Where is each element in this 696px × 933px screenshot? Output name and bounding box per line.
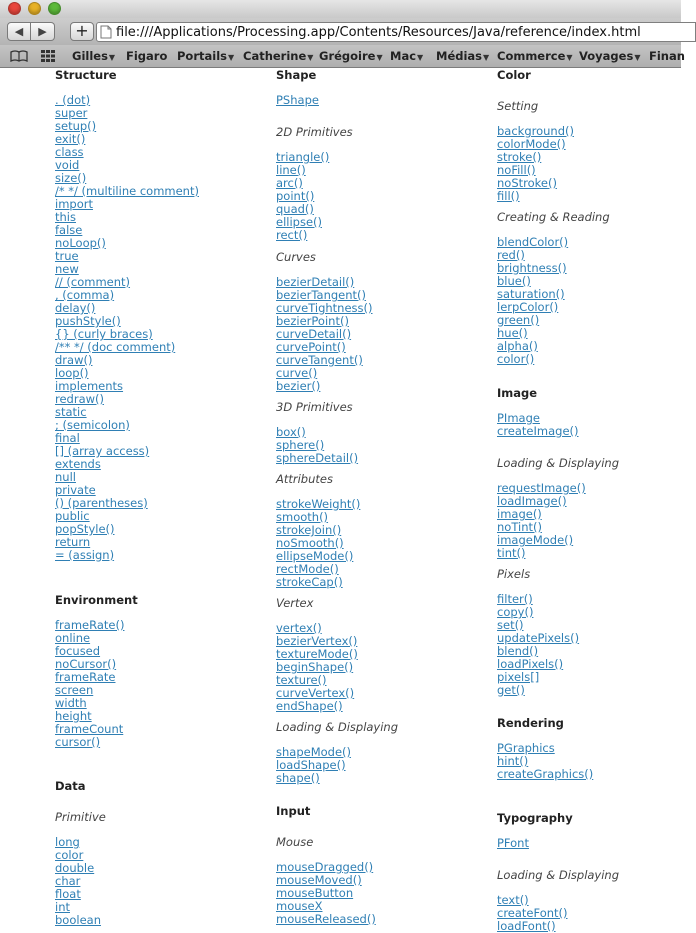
dropdown-arrow-icon: ▼ bbox=[566, 53, 573, 62]
reference-link-creategraphics[interactable]: createGraphics() bbox=[497, 767, 594, 781]
reference-link-brightness[interactable]: brightness() bbox=[497, 261, 567, 275]
reference-link-implements[interactable]: implements bbox=[55, 379, 124, 393]
reference-link-mousex[interactable]: mouseX bbox=[276, 899, 323, 913]
reference-link-lerpcolor[interactable]: lerpColor() bbox=[497, 300, 559, 314]
section-heading: Input bbox=[276, 804, 311, 818]
reference-section bbox=[497, 812, 573, 850]
reference-link-vertex[interactable]: vertex() bbox=[276, 621, 322, 635]
section-subheading: Mouse bbox=[276, 835, 314, 849]
reference-link-float[interactable]: float bbox=[55, 887, 81, 901]
reference-link-online[interactable]: online bbox=[55, 631, 91, 645]
reference-link-color[interactable]: color bbox=[55, 848, 84, 862]
reference-link-sphere[interactable]: sphere() bbox=[276, 438, 325, 452]
reference-link-void[interactable]: void bbox=[55, 158, 80, 172]
reference-link-final[interactable]: final bbox=[55, 431, 80, 445]
section-subheading: Vertex bbox=[276, 596, 314, 610]
browser-chrome bbox=[0, 0, 685, 67]
section-subheading: Creating & Reading bbox=[497, 210, 610, 224]
reference-link-saturation[interactable]: saturation() bbox=[497, 287, 565, 301]
bookmarks-bar bbox=[0, 45, 685, 68]
reference-section bbox=[55, 780, 86, 793]
reference-link-assign[interactable]: = (assign) bbox=[55, 548, 115, 562]
bookmark-folder[interactable]: Portails▼ bbox=[177, 49, 235, 63]
reference-link-color[interactable]: color() bbox=[497, 352, 535, 366]
reference-link-redraw[interactable]: redraw() bbox=[55, 392, 105, 406]
reference-link-set[interactable]: set() bbox=[497, 618, 524, 632]
toolbar bbox=[0, 18, 681, 45]
reference-link-static[interactable]: static bbox=[55, 405, 87, 419]
reference-link-semicolon[interactable]: ; (semicolon) bbox=[55, 418, 130, 432]
reference-link-nostroke[interactable]: noStroke() bbox=[497, 176, 557, 190]
reference-link-draw[interactable]: draw() bbox=[55, 353, 93, 367]
reference-link-private[interactable]: private bbox=[55, 483, 96, 497]
reference-link-loop[interactable]: loop() bbox=[55, 366, 89, 380]
reference-link-size[interactable]: size() bbox=[55, 171, 87, 185]
reference-link-curve[interactable]: curve() bbox=[276, 366, 318, 380]
reference-link-curly-braces[interactable]: {} (curly braces) bbox=[55, 327, 153, 341]
section-heading: Color bbox=[497, 68, 531, 82]
reference-link-point[interactable]: point() bbox=[276, 189, 315, 203]
reference-link-noloop[interactable]: noLoop() bbox=[55, 236, 106, 250]
reference-link-boolean[interactable]: boolean bbox=[55, 913, 101, 927]
reference-link-colormode[interactable]: colorMode() bbox=[497, 137, 566, 151]
reference-link-stroke[interactable]: stroke() bbox=[497, 150, 542, 164]
reference-link-pimage[interactable]: PImage bbox=[497, 411, 540, 425]
reference-link-nocursor[interactable]: noCursor() bbox=[55, 657, 117, 671]
reference-link-cursor[interactable]: cursor() bbox=[55, 735, 101, 749]
reference-section bbox=[55, 69, 199, 562]
title-bar bbox=[0, 0, 681, 18]
reference-link-createimage[interactable]: createImage() bbox=[497, 424, 579, 438]
minimize-window-icon[interactable] bbox=[28, 2, 41, 15]
reference-link-image[interactable]: image() bbox=[497, 507, 542, 521]
reference-section bbox=[497, 69, 531, 82]
add-bookmark-button[interactable]: + bbox=[70, 22, 94, 41]
reference-link-shape[interactable]: shape() bbox=[276, 771, 320, 785]
reading-list-icon[interactable] bbox=[10, 50, 28, 62]
section-heading: Shape bbox=[276, 68, 317, 82]
reference-link-curvedetail[interactable]: curveDetail() bbox=[276, 327, 352, 341]
reference-section bbox=[276, 473, 360, 589]
bookmark-folder[interactable]: Grégoire▼ bbox=[319, 49, 383, 63]
reference-link-hint[interactable]: hint() bbox=[497, 754, 529, 768]
reference-link-loadshape[interactable]: loadShape() bbox=[276, 758, 346, 772]
reference-link-pixels[interactable]: pixels[] bbox=[497, 670, 540, 684]
reference-link-array-access[interactable]: [] (array access) bbox=[55, 444, 150, 458]
page-icon bbox=[100, 25, 112, 39]
reference-link-loadpixels[interactable]: loadPixels() bbox=[497, 657, 564, 671]
reference-link-public[interactable]: public bbox=[55, 509, 90, 523]
address-bar[interactable] bbox=[96, 22, 696, 42]
back-button[interactable]: ◀ bbox=[7, 22, 31, 41]
dropdown-arrow-icon: ▼ bbox=[417, 53, 424, 62]
reference-link-beziervertex[interactable]: bezierVertex() bbox=[276, 634, 358, 648]
reference-link-green[interactable]: green() bbox=[497, 313, 540, 327]
reference-link-super[interactable]: super bbox=[55, 106, 88, 120]
reference-link-delay[interactable]: delay() bbox=[55, 301, 96, 315]
section-heading: Structure bbox=[55, 68, 117, 82]
reference-link-pushstyle[interactable]: pushStyle() bbox=[55, 314, 121, 328]
reference-link-framerate[interactable]: frameRate bbox=[55, 670, 116, 684]
reference-link-text[interactable]: text() bbox=[497, 893, 529, 907]
section-subheading: 2D Primitives bbox=[276, 125, 353, 139]
reference-link-height[interactable]: height bbox=[55, 709, 92, 723]
reference-link-curvepoint[interactable]: curvePoint() bbox=[276, 340, 346, 354]
reference-link-blendcolor[interactable]: blendColor() bbox=[497, 235, 569, 249]
reference-link-width[interactable]: width bbox=[55, 696, 87, 710]
section-subheading: Loading & Displaying bbox=[497, 868, 620, 882]
reference-link-red[interactable]: red() bbox=[497, 248, 525, 262]
reference-link-curvevertex[interactable]: curveVertex() bbox=[276, 686, 355, 700]
reference-link-smooth[interactable]: smooth() bbox=[276, 510, 329, 524]
reference-link-doc-comment[interactable]: /** */ (doc comment) bbox=[55, 340, 176, 354]
section-heading: Typography bbox=[497, 811, 573, 825]
reference-link-ellipsemode[interactable]: ellipseMode() bbox=[276, 549, 354, 563]
reference-link-notint[interactable]: noTint() bbox=[497, 520, 542, 534]
reference-link-filter[interactable]: filter() bbox=[497, 592, 533, 606]
reference-link-spheredetail[interactable]: sphereDetail() bbox=[276, 451, 359, 465]
reference-section bbox=[276, 721, 398, 785]
reference-link-loadimage[interactable]: loadImage() bbox=[497, 494, 567, 508]
section-subheading: Loading & Displaying bbox=[497, 456, 620, 470]
reference-link-arc[interactable]: arc() bbox=[276, 176, 303, 190]
reference-link-shapemode[interactable]: shapeMode() bbox=[276, 745, 352, 759]
reference-link-nosmooth[interactable]: noSmooth() bbox=[276, 536, 344, 550]
reference-link-null[interactable]: null bbox=[55, 470, 76, 484]
reference-link-imagemode[interactable]: imageMode() bbox=[497, 533, 574, 547]
reference-link-rect[interactable]: rect() bbox=[276, 228, 308, 242]
reference-link-setup[interactable]: setup() bbox=[55, 119, 97, 133]
reference-link-return[interactable]: return bbox=[55, 535, 91, 549]
zoom-window-icon[interactable] bbox=[48, 2, 61, 15]
section-heading: Environment bbox=[55, 593, 138, 607]
reference-link-requestimage[interactable]: requestImage() bbox=[497, 481, 586, 495]
reference-section bbox=[55, 594, 138, 749]
reference-link-popstyle[interactable]: popStyle() bbox=[55, 522, 115, 536]
reference-section bbox=[276, 69, 319, 107]
top-sites-grid-icon[interactable] bbox=[41, 50, 55, 62]
reference-section bbox=[276, 597, 358, 713]
section-heading: Data bbox=[55, 779, 86, 793]
bookmark-folder[interactable]: Finan bbox=[649, 49, 685, 63]
bookmark-folder[interactable]: Commerce▼ bbox=[497, 49, 573, 63]
reference-link-strokejoin[interactable]: strokeJoin() bbox=[276, 523, 342, 537]
bookmark-folder[interactable]: Gilles▼ bbox=[72, 49, 116, 63]
reference-section bbox=[276, 251, 373, 393]
dropdown-arrow-icon: ▼ bbox=[376, 53, 383, 62]
reference-link-bezierpoint[interactable]: bezierPoint() bbox=[276, 314, 349, 328]
reference-link-endshape[interactable]: endShape() bbox=[276, 699, 343, 713]
bookmark-folder[interactable]: Catherine▼ bbox=[243, 49, 314, 63]
reference-link-new[interactable]: new bbox=[55, 262, 79, 276]
reference-link-comma[interactable]: , (comma) bbox=[55, 288, 115, 302]
reference-link-curvetangent[interactable]: curveTangent() bbox=[276, 353, 363, 367]
reference-link-focused[interactable]: focused bbox=[55, 644, 101, 658]
reference-link-loadfont[interactable]: loadFont() bbox=[497, 919, 556, 933]
reference-link-triangle[interactable]: triangle() bbox=[276, 150, 330, 164]
reference-link-mousebutton[interactable]: mouseButton bbox=[276, 886, 354, 900]
reference-link-copy[interactable]: copy() bbox=[497, 605, 534, 619]
reference-link-box[interactable]: box() bbox=[276, 425, 306, 439]
reference-link-nofill[interactable]: noFill() bbox=[497, 163, 536, 177]
reference-link-multiline-comment[interactable]: /* */ (multiline comment) bbox=[55, 184, 199, 198]
reference-link-double[interactable]: double bbox=[55, 861, 95, 875]
reference-section bbox=[276, 126, 353, 242]
forward-button[interactable]: ▶ bbox=[31, 22, 55, 41]
reference-link-mousereleased[interactable]: mouseReleased() bbox=[276, 912, 376, 926]
reference-link-strokecap[interactable]: strokeCap() bbox=[276, 575, 343, 589]
reference-link-extends[interactable]: extends bbox=[55, 457, 101, 471]
reference-link-this[interactable]: this bbox=[55, 210, 76, 224]
reference-link-pfont[interactable]: PFont bbox=[497, 836, 529, 850]
dropdown-arrow-icon: ▼ bbox=[108, 53, 116, 62]
reference-section bbox=[497, 457, 619, 560]
reference-link-pshape[interactable]: PShape bbox=[276, 93, 319, 107]
reference-index bbox=[0, 67, 681, 933]
reference-section bbox=[55, 811, 106, 927]
bookmark-folder[interactable]: Mac▼ bbox=[390, 49, 424, 63]
section-subheading: Primitive bbox=[55, 810, 106, 824]
reference-link-blend[interactable]: blend() bbox=[497, 644, 539, 658]
reference-section bbox=[497, 211, 610, 366]
reference-link-background[interactable]: background() bbox=[497, 124, 574, 138]
reference-link-exit[interactable]: exit() bbox=[55, 132, 86, 146]
reference-section bbox=[497, 568, 579, 697]
reference-link-ellipse[interactable]: ellipse() bbox=[276, 215, 322, 229]
reference-link-bezier[interactable]: bezier() bbox=[276, 379, 321, 393]
reference-link-bezierdetail[interactable]: bezierDetail() bbox=[276, 275, 355, 289]
section-subheading: Curves bbox=[276, 250, 316, 264]
reference-section bbox=[276, 836, 376, 926]
reference-link-texturemode[interactable]: textureMode() bbox=[276, 647, 358, 661]
reference-link-line[interactable]: line() bbox=[276, 163, 306, 177]
reference-link-get[interactable]: get() bbox=[497, 683, 525, 697]
bookmark-link[interactable]: Figaro bbox=[126, 49, 168, 63]
reference-link-mousemoved[interactable]: mouseMoved() bbox=[276, 873, 362, 887]
bookmark-folder[interactable]: Voyages▼ bbox=[579, 49, 641, 63]
dropdown-arrow-icon: ▼ bbox=[228, 53, 235, 62]
close-window-icon[interactable] bbox=[8, 2, 21, 15]
dropdown-arrow-icon: ▼ bbox=[483, 53, 490, 62]
reference-link-char[interactable]: char bbox=[55, 874, 81, 888]
reference-link-rectmode[interactable]: rectMode() bbox=[276, 562, 339, 576]
reference-link-comment[interactable]: // (comment) bbox=[55, 275, 131, 289]
section-subheading: 3D Primitives bbox=[276, 400, 353, 414]
reference-link-framerate[interactable]: frameRate() bbox=[55, 618, 125, 632]
reference-link-framecount[interactable]: frameCount bbox=[55, 722, 124, 736]
reference-link-import[interactable]: import bbox=[55, 197, 93, 211]
reference-link-curvetightness[interactable]: curveTightness() bbox=[276, 301, 373, 315]
reference-link-createfont[interactable]: createFont() bbox=[497, 906, 568, 920]
reference-link-class[interactable]: class bbox=[55, 145, 84, 159]
section-subheading: Pixels bbox=[497, 567, 531, 581]
url-text[interactable]: file:///Applications/Processing.app/Contents/Resources/Java/reference/index.html bbox=[116, 25, 641, 40]
reference-link-pgraphics[interactable]: PGraphics bbox=[497, 741, 555, 755]
reference-link-screen[interactable]: screen bbox=[55, 683, 94, 697]
reference-link-beginshape[interactable]: beginShape() bbox=[276, 660, 354, 674]
reference-link-strokeweight[interactable]: strokeWeight() bbox=[276, 497, 361, 511]
reference-section bbox=[276, 401, 358, 465]
reference-link-updatepixels[interactable]: updatePixels() bbox=[497, 631, 580, 645]
reference-link-true[interactable]: true bbox=[55, 249, 79, 263]
reference-link-dot[interactable]: . (dot) bbox=[55, 93, 91, 107]
reference-link-long[interactable]: long bbox=[55, 835, 80, 849]
reference-link-tint[interactable]: tint() bbox=[497, 546, 526, 560]
section-heading: Image bbox=[497, 386, 538, 400]
reference-section bbox=[497, 100, 574, 203]
reference-section bbox=[497, 717, 593, 781]
reference-link-parentheses[interactable]: () (parentheses) bbox=[55, 496, 148, 510]
section-heading: Rendering bbox=[497, 716, 564, 730]
reference-link-fill[interactable]: fill() bbox=[497, 189, 520, 203]
reference-link-blue[interactable]: blue() bbox=[497, 274, 531, 288]
section-subheading: Setting bbox=[497, 99, 539, 113]
reference-link-false[interactable]: false bbox=[55, 223, 83, 237]
section-subheading: Attributes bbox=[276, 472, 333, 486]
reference-link-beziertangent[interactable]: bezierTangent() bbox=[276, 288, 367, 302]
reference-link-texture[interactable]: texture() bbox=[276, 673, 327, 687]
reference-link-alpha[interactable]: alpha() bbox=[497, 339, 538, 353]
reference-link-int[interactable]: int bbox=[55, 900, 70, 914]
dropdown-arrow-icon: ▼ bbox=[634, 53, 641, 62]
reference-section bbox=[276, 805, 310, 818]
dropdown-arrow-icon: ▼ bbox=[307, 53, 314, 62]
reference-link-mousedragged[interactable]: mouseDragged() bbox=[276, 860, 374, 874]
section-subheading: Loading & Displaying bbox=[276, 720, 399, 734]
reference-section bbox=[497, 387, 579, 438]
reference-link-quad[interactable]: quad() bbox=[276, 202, 314, 216]
bookmark-folder[interactable]: Médias▼ bbox=[436, 49, 490, 63]
reference-section bbox=[497, 869, 619, 933]
reference-link-hue[interactable]: hue() bbox=[497, 326, 528, 340]
